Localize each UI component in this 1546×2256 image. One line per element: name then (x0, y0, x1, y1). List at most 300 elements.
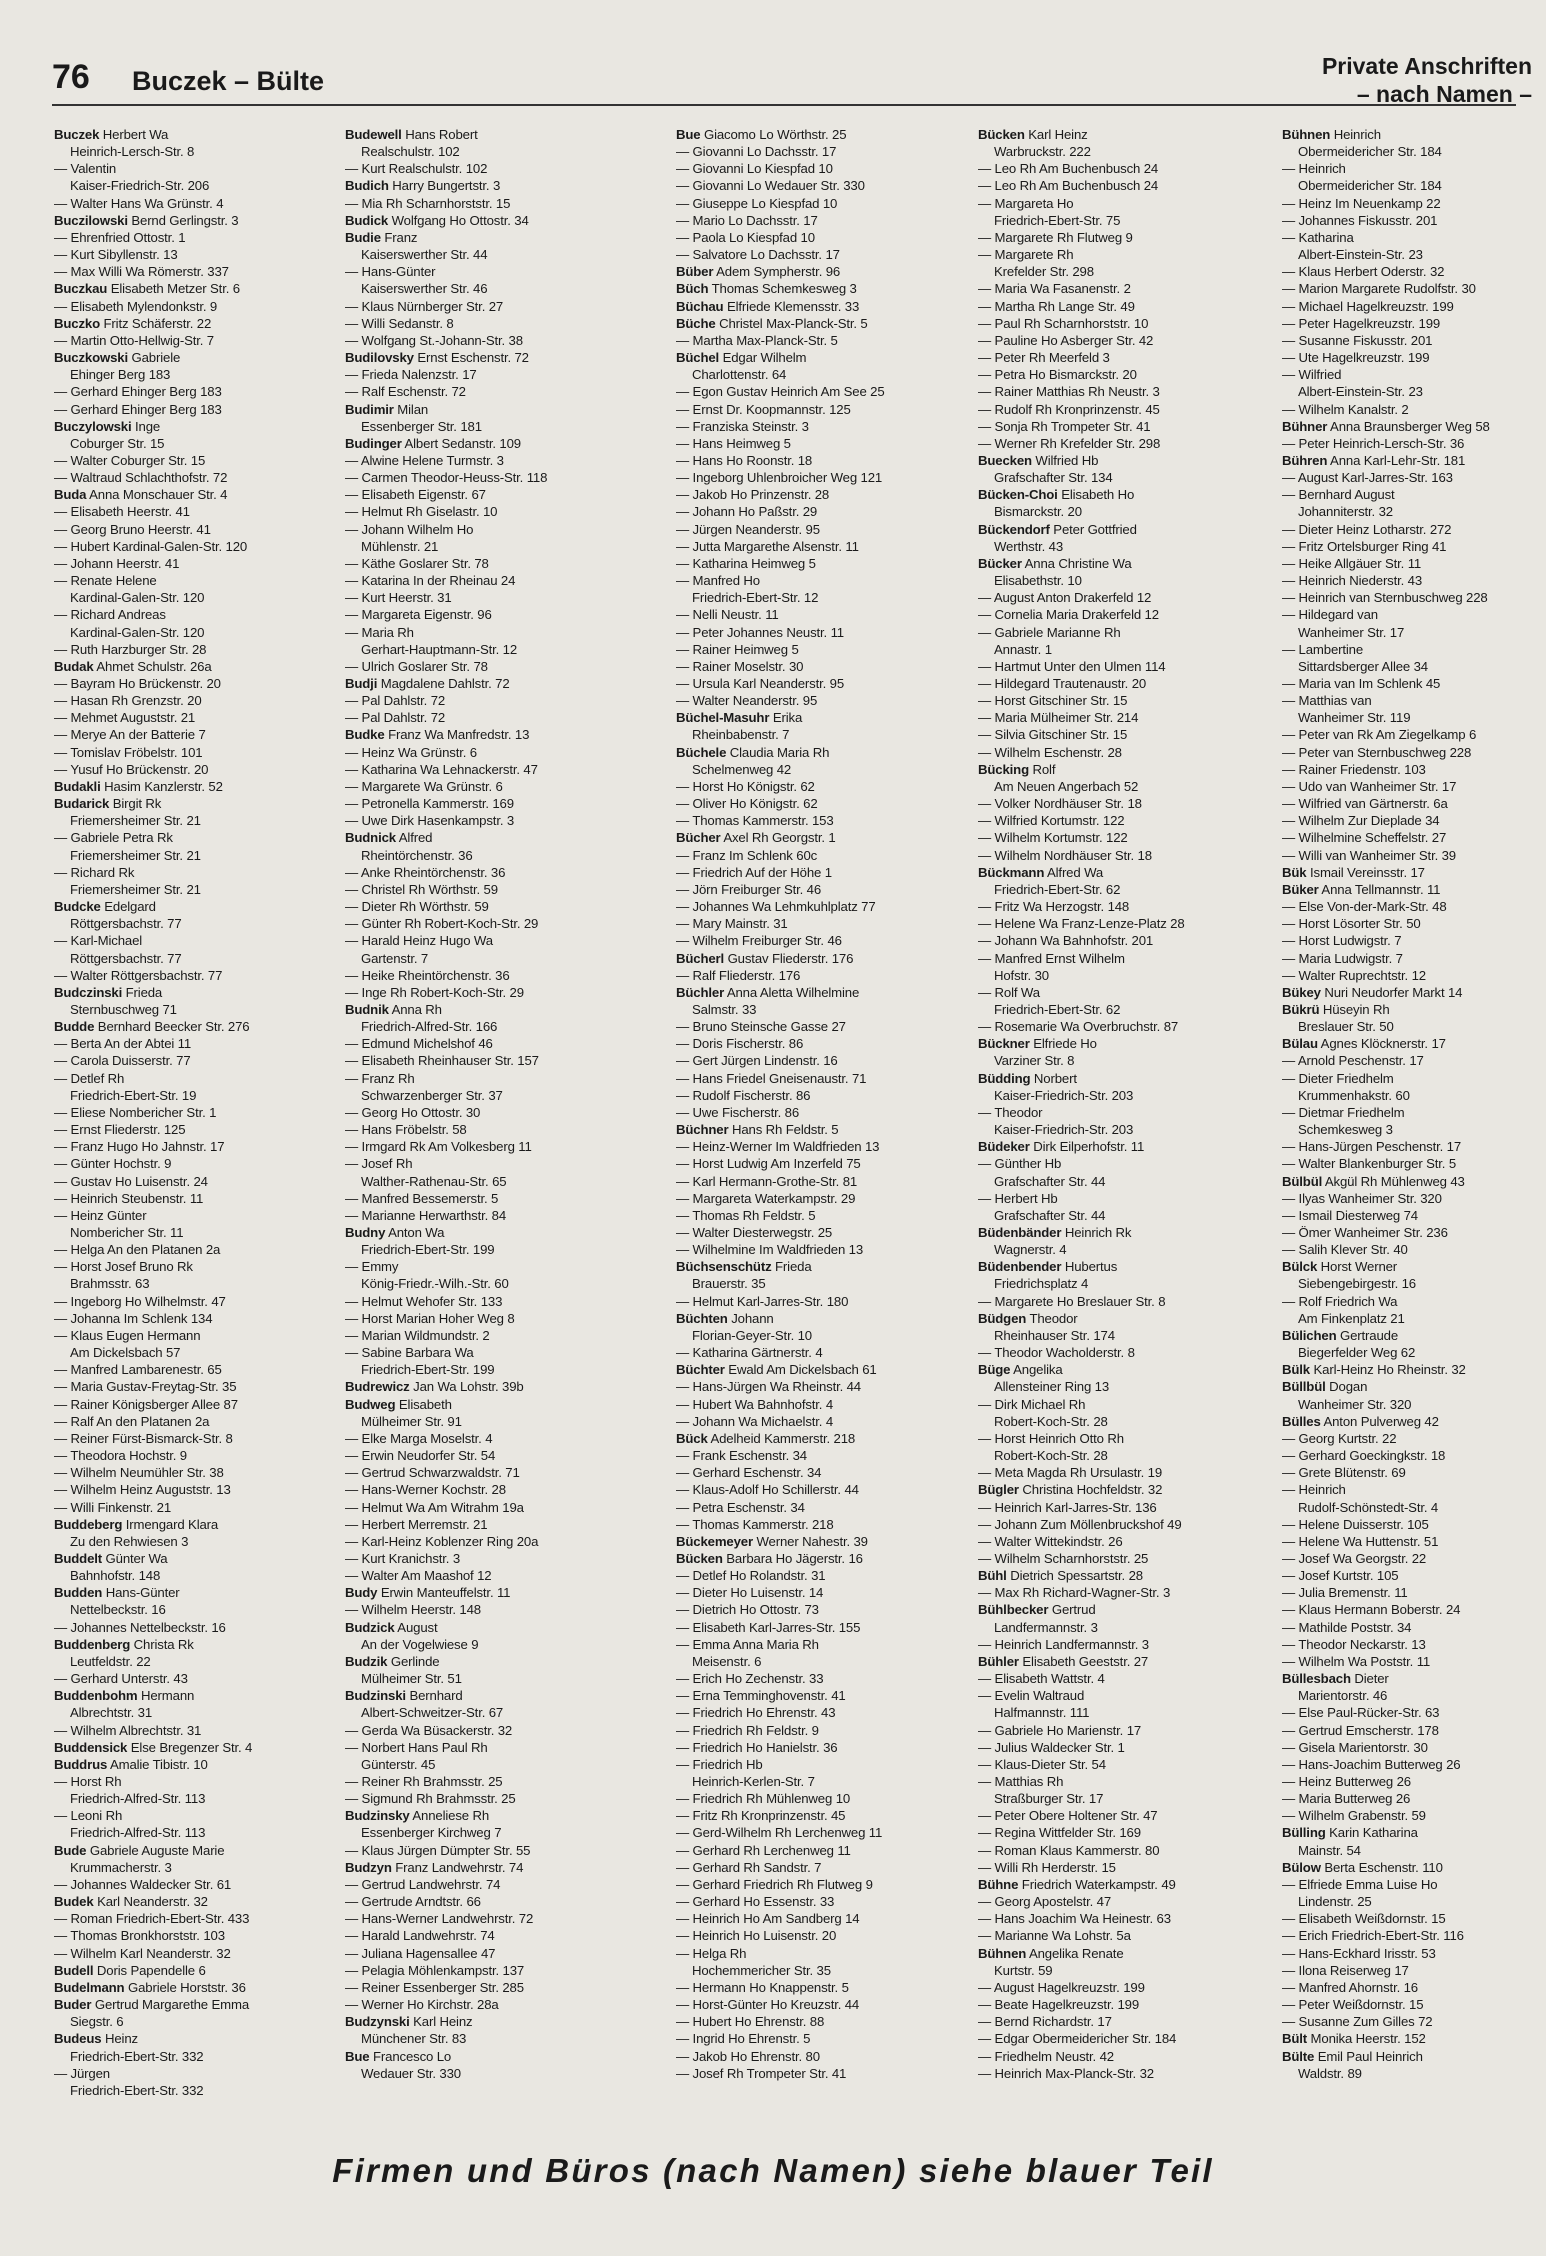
entry-surname: Budimir (345, 401, 394, 417)
entry-text: Angelika (1010, 1362, 1063, 1378)
entry-text: — Julius Waldecker Str. 1 (978, 1739, 1125, 1755)
directory-entry (345, 246, 637, 263)
directory-entry (54, 1619, 346, 1636)
directory-entry (1282, 606, 1546, 623)
entry-text: — Erna Temminghovenstr. 41 (676, 1688, 846, 1704)
directory-entry (676, 1087, 968, 1104)
entry-text: — Dietrich Ho Ottostr. 73 (676, 1602, 819, 1618)
directory-entry (345, 332, 637, 349)
directory-entry (978, 1859, 1270, 1876)
entry-text: — Gert Jürgen Lindenstr. 16 (676, 1053, 838, 1069)
directory-entry (54, 1910, 346, 1927)
entry-text: — Johannes Fiskusstr. 201 (1282, 212, 1438, 228)
directory-entry (345, 418, 637, 435)
entry-text: — Ömer Wanheimer Str. 236 (1282, 1225, 1448, 1240)
directory-entry (54, 1121, 346, 1138)
entry-text: — Ulrich Goslarer Str. 78 (345, 658, 488, 674)
entry-text: — Wilhelm Kortumstr. 122 (978, 830, 1128, 846)
entry-text: — Uwe Dirk Hasenkampstr. 3 (345, 813, 515, 829)
entry-text: Friedrich Waterkampstr. 49 (1018, 1876, 1176, 1892)
entry-text: — Else Von-der-Mark-Str. 48 (1282, 899, 1447, 915)
directory-entry (978, 1567, 1270, 1584)
entry-text: — Hubert Kardinal-Galen-Str. 120 (54, 538, 248, 554)
directory-entry (345, 212, 637, 229)
directory-entry (54, 2048, 346, 2065)
directory-entry (54, 1756, 346, 1773)
entry-text: — Gerhard Eschenstr. 34 (676, 1465, 822, 1481)
directory-entry (676, 1173, 968, 1190)
entry-surname: Buder (54, 1997, 92, 2013)
entry-text: — Rainer Heimweg 5 (676, 641, 799, 657)
entry-text: — August Hagelkreuzstr. 199 (978, 1979, 1145, 1995)
directory-entry (1282, 1773, 1546, 1790)
entry-surname: Bükrü (1282, 1001, 1320, 1017)
directory-entry (978, 521, 1270, 538)
directory-entry (54, 1087, 346, 1104)
directory-entry (54, 1653, 346, 1670)
entry-text: — Gertrud Landwehrstr. 74 (345, 1876, 501, 1892)
directory-entry (676, 864, 968, 881)
entry-text: — Roman Klaus Kammerstr. 80 (978, 1842, 1160, 1858)
entry-text: Dieter (1350, 1671, 1389, 1687)
entry-text: — Elfriede Emma Luise Ho (1282, 1876, 1438, 1892)
entry-text: Nettelbeckstr. 16 (70, 1602, 166, 1618)
directory-entry (345, 658, 637, 675)
directory-entry (1282, 898, 1546, 915)
entry-text: Robert-Koch-Str. 28 (994, 1413, 1108, 1429)
entry-text: — Georg Bruno Heerstr. 41 (54, 521, 211, 537)
entry-surname: Budden (54, 1585, 103, 1601)
entry-text: Wolfgang Ho Ottostr. 34 (388, 212, 529, 228)
directory-entry (345, 1996, 637, 2013)
directory-entry (676, 401, 968, 418)
entry-text: — Hubert Wa Bahnhofstr. 4 (676, 1396, 834, 1412)
entry-text: — Georg Apostelstr. 47 (978, 1894, 1112, 1910)
entry-text: Berta Eschenstr. 110 (1320, 1859, 1443, 1875)
directory-entry (1282, 126, 1546, 143)
entry-surname: Buda (54, 487, 87, 503)
directory-entry (676, 280, 968, 297)
directory-entry (54, 1807, 346, 1824)
entry-surname: Büchter (676, 1362, 725, 1378)
entry-text: — Herbert Hb (978, 1190, 1058, 1206)
entry-surname: Budinger (345, 435, 402, 451)
entry-text: — Helene Duisserstr. 105 (1282, 1516, 1429, 1532)
entry-text: — Wilhelm Scharnhorststr. 25 (978, 1550, 1149, 1566)
directory-entry (1282, 2013, 1546, 2030)
directory-entry (1282, 1842, 1546, 1859)
entry-text: — Franz Rh (345, 1070, 415, 1086)
directory-entry (54, 624, 346, 641)
directory-entry (345, 1035, 637, 1052)
directory-entry (978, 967, 1270, 984)
entry-text: — Rolf Friedrich Wa (1282, 1293, 1398, 1309)
entry-text: Kaiserswerther Str. 44 (361, 247, 488, 263)
entry-surname: Budell (54, 1962, 94, 1978)
entry-surname: Budick (345, 212, 389, 228)
directory-entry (1282, 1824, 1546, 1841)
entry-text: Ehinger Berg 183 (70, 367, 171, 383)
entry-text: Krummenhakstr. 60 (1298, 1087, 1410, 1103)
entry-text: — Peter van Rk Am Ziegelkamp 6 (1282, 727, 1477, 743)
entry-text: — Elisabeth Heerstr. 41 (54, 504, 190, 520)
directory-entry (978, 1293, 1270, 1310)
entry-text: — Franz Hugo Ho Jahnstr. 17 (54, 1139, 225, 1155)
directory-entry (345, 606, 637, 623)
directory-entry (345, 401, 637, 418)
entry-text: — Ruth Harzburger Str. 28 (54, 641, 207, 657)
entry-text: — Cornelia Maria Drakerfeld 12 (978, 607, 1159, 623)
entry-text: Friedrich-Ebert-Str. 12 (692, 590, 819, 606)
entry-text: Johann (727, 1310, 774, 1326)
entry-surname: Bühner (1282, 418, 1328, 434)
directory-entry (676, 1344, 968, 1361)
entry-text: Hubertus (1061, 1259, 1118, 1275)
directory-entry (54, 1670, 346, 1687)
entry-text: — Wilfried van Gärtnerstr. 6a (1282, 796, 1448, 812)
directory-entry (345, 1293, 637, 1310)
entry-text: — Heinrich (1282, 161, 1346, 177)
entry-text: — Helga Rh (676, 1945, 747, 1961)
directory-entry (978, 1241, 1270, 1258)
entry-text: — Pelagia Möhlenkampstr. 137 (345, 1962, 525, 1978)
directory-entry (978, 589, 1270, 606)
entry-text: — Peter Heinrich-Lersch-Str. 36 (1282, 435, 1465, 451)
entry-text: — Merye An der Batterie 7 (54, 727, 206, 743)
directory-entry (978, 1601, 1270, 1618)
entry-text: — Marian Wildmundstr. 2 (345, 1327, 490, 1343)
directory-entry (978, 383, 1270, 400)
directory-column-5 (1282, 126, 1546, 2136)
entry-text: — Heinrich van Sternbuschweg 228 (1282, 590, 1488, 606)
entry-text: — Rainer Matthias Rh Neustr. 3 (978, 384, 1160, 400)
directory-entry (1282, 1533, 1546, 1550)
entry-text: — Ernst Dr. Koopmannstr. 125 (676, 401, 851, 417)
entry-text: Axel Rh Georgstr. 1 (720, 830, 836, 846)
directory-entry (345, 555, 637, 572)
section-label-line1: Private Anschriften (1321, 53, 1532, 79)
entry-text: Kaiser-Friedrich-Str. 203 (994, 1087, 1134, 1103)
directory-entry (978, 143, 1270, 160)
directory-entry (978, 1824, 1270, 1841)
entry-text: Ernst Eschenstr. 72 (413, 350, 529, 366)
entry-text: — Heinz-Werner Im Waldfrieden 13 (676, 1139, 880, 1155)
directory-entry (978, 1533, 1270, 1550)
entry-surname: Budzik (345, 1653, 388, 1669)
entry-text: — Gertrude Arndtstr. 66 (345, 1894, 481, 1910)
entry-text: — Rainer Friedenstr. 103 (1282, 761, 1426, 777)
entry-surname: Bückmann (978, 864, 1045, 880)
directory-entry (345, 1550, 637, 1567)
entry-text: — Heinrich Karl-Jarres-Str. 136 (978, 1499, 1157, 1515)
entry-text: Adem Sympherstr. 96 (713, 264, 841, 280)
entry-text: — Juliana Hagensallee 47 (345, 1945, 496, 1961)
directory-entry (54, 143, 346, 160)
directory-entry (978, 1653, 1270, 1670)
directory-entry (345, 744, 637, 761)
entry-surname: Buddrus (54, 1756, 108, 1772)
entry-text: — Alwine Helene Turmstr. 3 (345, 452, 504, 468)
entry-surname: Bülling (1282, 1825, 1326, 1841)
entry-text: Allensteiner Ring 13 (994, 1379, 1110, 1395)
directory-entry (978, 1310, 1270, 1327)
directory-entry (54, 967, 346, 984)
directory-entry (978, 452, 1270, 469)
directory-entry (978, 1962, 1270, 1979)
directory-entry (1282, 1481, 1546, 1498)
directory-entry (676, 1138, 968, 1155)
directory-entry (978, 1070, 1270, 1087)
entry-surname: Budarick (54, 796, 110, 812)
entry-text: — Friedrich Ho Hanielstr. 36 (676, 1739, 838, 1755)
entry-text: — Maria Rh (345, 624, 414, 640)
entry-text: Friedrich-Alfred-Str. 166 (361, 1019, 498, 1035)
directory-entry (54, 538, 346, 555)
directory-entry (345, 1018, 637, 1035)
directory-entry (54, 1824, 346, 1841)
entry-text: — Manfred Ahornstr. 16 (1282, 1979, 1418, 1995)
entry-text: — Johann Wilhelm Ho (345, 521, 474, 537)
entry-text: — Richard Rk (54, 864, 135, 880)
directory-entry (54, 898, 346, 915)
entry-text: Dogan (1325, 1379, 1368, 1395)
directory-entry (54, 1945, 346, 1962)
directory-entry (54, 589, 346, 606)
directory-entry (345, 709, 637, 726)
directory-entry (345, 1876, 637, 1893)
directory-entry (676, 1413, 968, 1430)
directory-entry (978, 263, 1270, 280)
directory-entry (54, 1207, 346, 1224)
entry-text: — Oliver Ho Königstr. 62 (676, 796, 818, 812)
entry-text: Röttgersbachstr. 77 (70, 916, 182, 932)
entry-text: — Detlef Ho Rolandstr. 31 (676, 1568, 826, 1584)
entry-surname: Büker (1282, 881, 1319, 897)
entry-text: — Norbert Hans Paul Rh (345, 1739, 488, 1755)
entry-text: Albert Sedanstr. 109 (401, 435, 521, 451)
directory-entry (676, 1481, 968, 1498)
entry-surname: Budak (54, 658, 94, 674)
directory-entry (676, 1018, 968, 1035)
directory-entry (345, 195, 637, 212)
directory-entry (1282, 1619, 1546, 1636)
entry-text: — August Anton Drakerfeld 12 (978, 590, 1152, 606)
directory-entry (676, 1327, 968, 1344)
entry-text: — Detlef Rh (54, 1070, 125, 1086)
directory-entry (676, 1207, 968, 1224)
entry-text: — Werner Rh Krefelder Str. 298 (978, 435, 1161, 451)
entry-text: Lindenstr. 25 (1298, 1894, 1372, 1910)
directory-entry (978, 177, 1270, 194)
entry-text: — Salih Klever Str. 40 (1282, 1242, 1408, 1258)
entry-text: — Horst Heinrich Otto Rh (978, 1430, 1124, 1446)
entry-text: — Walter Am Maashof 12 (345, 1568, 492, 1584)
entry-surname: Bücher (676, 830, 721, 846)
entry-text: — Johann Zum Möllenbruckshof 49 (978, 1516, 1182, 1532)
entry-surname: Bühnen (1282, 127, 1331, 142)
entry-text: Gabriele (128, 350, 181, 366)
entry-text: — Harald Heinz Hugo Wa (345, 933, 493, 949)
entry-text: — Walter Diesterwegstr. 25 (676, 1225, 833, 1240)
entry-surname: Büdgen (978, 1310, 1027, 1326)
directory-entry (345, 1945, 637, 1962)
entry-surname: Büchsenschütz (676, 1259, 772, 1275)
directory-entry (978, 1447, 1270, 1464)
entry-text: — Ingrid Ho Ehrenstr. 5 (676, 2031, 811, 2047)
directory-entry (978, 1481, 1270, 1498)
directory-entry (1282, 1293, 1546, 1310)
entry-text: — Margarete Ho Breslauer Str. 8 (978, 1293, 1166, 1309)
directory-entry (676, 1653, 968, 1670)
entry-text: — Mathilde Poststr. 34 (1282, 1619, 1412, 1635)
entry-text: — Karl-Heinz Koblenzer Ring 20a (345, 1533, 539, 1549)
entry-text: Edelgard (100, 899, 156, 915)
directory-entry (345, 2065, 637, 2082)
directory-entry (54, 572, 346, 589)
directory-columns (54, 126, 1524, 2136)
entry-text: — Ilona Reiserweg 17 (1282, 1962, 1409, 1978)
directory-entry (978, 881, 1270, 898)
directory-entry (1282, 984, 1546, 1001)
entry-text: Mülheimer Str. 91 (361, 1413, 462, 1429)
directory-entry (978, 1499, 1270, 1516)
directory-entry (978, 1516, 1270, 1533)
entry-text: Kaiser-Friedrich-Str. 203 (994, 1122, 1134, 1138)
entry-text: Am Finkenplatz 21 (1298, 1310, 1405, 1326)
directory-entry (978, 1945, 1270, 1962)
entry-text: — Rainer Königsberger Allee 87 (54, 1396, 238, 1412)
directory-entry (978, 915, 1270, 932)
directory-entry (676, 212, 968, 229)
entry-text: — Leo Rh Am Buchenbusch 24 (978, 178, 1159, 194)
directory-entry (676, 452, 968, 469)
directory-entry (978, 829, 1270, 846)
entry-text: — Bernhard August (1282, 487, 1395, 503)
directory-entry (345, 177, 637, 194)
entry-text: — Heinz Im Neuenkamp 22 (1282, 195, 1441, 211)
directory-entry (345, 1584, 637, 1601)
entry-text: — Salvatore Lo Dachsstr. 17 (676, 247, 840, 263)
entry-text: — Wilhelm Heinz Auguststr. 13 (54, 1482, 231, 1498)
directory-entry (345, 1224, 637, 1241)
entry-text: Rolf (1028, 761, 1056, 777)
entry-surname: Budzyn (345, 1859, 392, 1875)
directory-entry (345, 452, 637, 469)
entry-text: — Wilhelm Karl Neanderstr. 32 (54, 1945, 231, 1961)
entry-surname: Bücken (978, 127, 1025, 142)
directory-entry (54, 332, 346, 349)
page-number: 76 (52, 58, 90, 96)
entry-text: — Josef Rh Trompeter Str. 41 (676, 2065, 847, 2081)
entry-text: Anna Rh (388, 1001, 442, 1017)
entry-text: — Gerhard Ehinger Berg 183 (54, 384, 222, 400)
entry-text: Akgül Rh Mühlenweg 43 (1322, 1173, 1465, 1189)
directory-entry (978, 195, 1270, 212)
directory-entry (676, 1962, 968, 1979)
directory-entry (1282, 1550, 1546, 1567)
directory-entry (345, 383, 637, 400)
directory-entry (1282, 1567, 1546, 1584)
directory-entry (676, 1876, 968, 1893)
entry-text: Gerlinde (387, 1653, 440, 1669)
directory-entry (1282, 1636, 1546, 1653)
entry-text: — Willi van Wanheimer Str. 39 (1282, 847, 1456, 863)
entry-text: — Hans-Werner Landwehrstr. 72 (345, 1911, 534, 1927)
directory-entry (345, 898, 637, 915)
directory-entry (676, 1824, 968, 1841)
directory-entry (345, 1499, 637, 1516)
entry-text: — Peter van Sternbuschweg 228 (1282, 744, 1472, 760)
entry-text: — Kurt Realschulstr. 102 (345, 161, 488, 177)
directory-entry (978, 1756, 1270, 1773)
entry-text: — Johann Ho Paßstr. 29 (676, 504, 818, 520)
entry-text: — Wilhelm Nordhäuser Str. 18 (978, 847, 1152, 863)
entry-text: — Wilhelm Heerstr. 148 (345, 1602, 481, 1618)
entry-text: — Evelin Waltraud (978, 1688, 1085, 1704)
entry-text: — Mia Rh Scharnhorststr. 15 (345, 195, 511, 211)
directory-entry (1282, 744, 1546, 761)
directory-entry (978, 1550, 1270, 1567)
entry-surname: Bückner (978, 1036, 1030, 1052)
directory-entry (978, 486, 1270, 503)
entry-text: — Wilfried Kortumstr. 122 (978, 813, 1125, 829)
entry-text: — Elisabeth Mylendonkstr. 9 (54, 298, 218, 314)
entry-text: Wanheimer Str. 320 (1298, 1396, 1412, 1412)
entry-text: Zu den Rehwiesen 3 (70, 1533, 189, 1549)
entry-text: — Horst Gitschiner Str. 15 (978, 693, 1128, 709)
directory-entry (978, 1584, 1270, 1601)
directory-entry (676, 726, 968, 743)
entry-text: — Mario Lo Dachsstr. 17 (676, 212, 818, 228)
entry-text: — Rosemarie Wa Overbruchstr. 87 (978, 1019, 1179, 1035)
directory-entry (345, 1207, 637, 1224)
entry-text: — Valentin (54, 161, 117, 177)
entry-text: Jan Wa Lohstr. 39b (409, 1379, 524, 1395)
entry-text: — Christel Rh Wörthstr. 59 (345, 881, 498, 897)
directory-entry (54, 1310, 346, 1327)
entry-text: Wedauer Str. 330 (361, 2065, 461, 2081)
directory-entry (1282, 1430, 1546, 1447)
entry-text: Florian-Geyer-Str. 10 (692, 1327, 812, 1343)
entry-text: — Horst Ludwig Am Inzerfeld 75 (676, 1156, 861, 1172)
entry-text: — Maria Ludwigstr. 7 (1282, 950, 1403, 966)
entry-text: Emil Paul Heinrich (1314, 2048, 1423, 2064)
directory-entry (1282, 160, 1546, 177)
entry-text: Halfmannstr. 111 (994, 1705, 1090, 1721)
directory-entry (978, 2030, 1270, 2047)
directory-entry (54, 864, 346, 881)
entry-surname: Büllesbach (1282, 1671, 1351, 1687)
entry-text: — Max Rh Richard-Wagner-Str. 3 (978, 1585, 1171, 1601)
entry-text: Gartenstr. 7 (361, 950, 429, 966)
entry-surname: Bülte (1282, 2048, 1315, 2064)
directory-entry (676, 1584, 968, 1601)
directory-entry (676, 1910, 968, 1927)
entry-text: Hans Rh Feldstr. 5 (728, 1122, 839, 1138)
entry-text: Siegstr. 6 (70, 2014, 124, 2030)
entry-text: — Gerhard Friedrich Rh Flutweg 9 (676, 1876, 873, 1892)
entry-text: — Hans Ho Roonstr. 18 (676, 452, 813, 468)
directory-entry (978, 1190, 1270, 1207)
directory-entry (345, 1756, 637, 1773)
directory-entry (345, 1704, 637, 1721)
entry-text: Harry Bungertstr. 3 (388, 178, 501, 194)
directory-entry (345, 1430, 637, 1447)
section-label (1322, 52, 1532, 108)
directory-entry (676, 1035, 968, 1052)
directory-entry (676, 177, 968, 194)
entry-text: Mainstr. 54 (1298, 1842, 1361, 1858)
